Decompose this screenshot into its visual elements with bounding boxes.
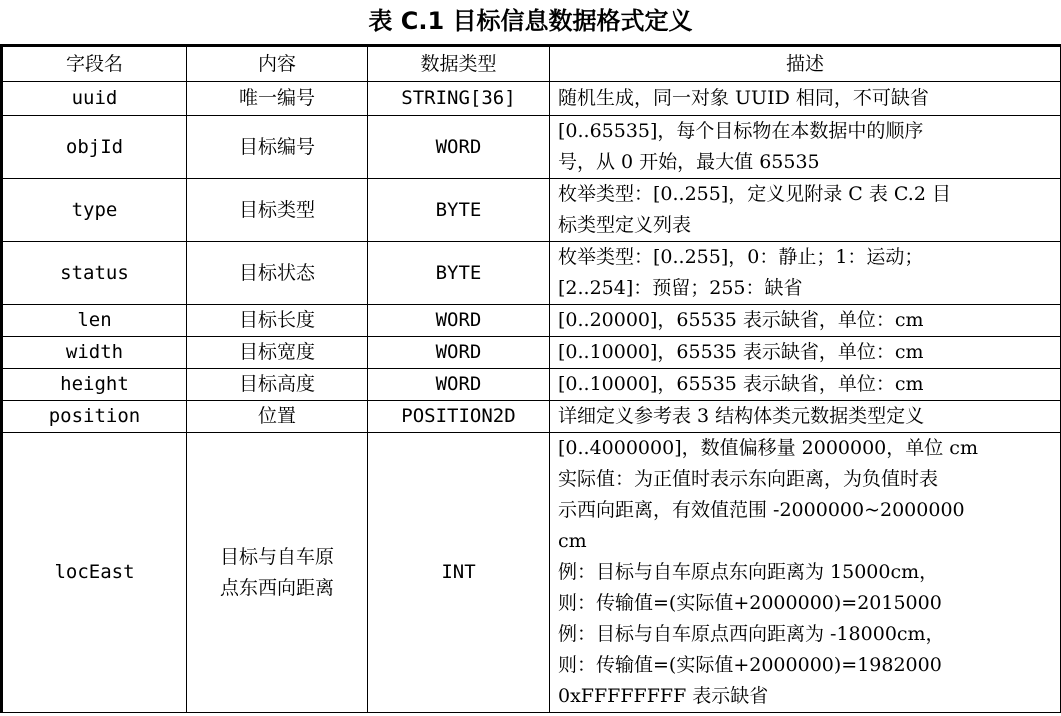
description-line: 0xFFFFFFFF 表示缺省 xyxy=(558,685,769,707)
description-line: [0..4000000]，数值偏移量 2000000，单位 cm xyxy=(558,437,978,459)
description-line: [0..20000]，65535 表示缺省，单位：cm xyxy=(558,309,924,331)
table-row xyxy=(2,337,1061,369)
description-line: 示西向距离，有效值范围 -2000000~2000000 xyxy=(558,499,965,521)
table-row xyxy=(2,179,1061,242)
header-data-type: 数据类型 xyxy=(368,46,550,82)
field-description xyxy=(550,82,1061,116)
field-name: locEast xyxy=(2,433,187,713)
description-line: [2..254]：预留；255：缺省 xyxy=(558,277,803,299)
field-content: 目标宽度 xyxy=(187,337,368,369)
field-description xyxy=(550,337,1061,369)
description-line: [0..10000]，65535 表示缺省，单位：cm xyxy=(558,373,924,395)
field-description xyxy=(550,305,1061,337)
field-type: WORD xyxy=(368,369,550,401)
field-name: type xyxy=(2,179,187,242)
field-type: STRING[36] xyxy=(368,82,550,116)
field-type: WORD xyxy=(368,337,550,369)
table-row xyxy=(2,401,1061,433)
description-line: 实际值：为正值时表示东向距离，为负值时表 xyxy=(558,468,939,490)
description-line: 例：目标与自车原点西向距离为 -18000cm， xyxy=(558,623,945,645)
description-line: 枚举类型：[0..255]，定义见附录 C 表 C.2 目 xyxy=(558,183,951,205)
field-type: BYTE xyxy=(368,179,550,242)
description-line: 详细定义参考表 3 结构体类元数据类型定义 xyxy=(558,405,925,427)
field-type: INT xyxy=(368,433,550,713)
table-row xyxy=(2,369,1061,401)
content-line: 点东西向距离 xyxy=(219,576,334,599)
header-content: 内容 xyxy=(187,46,368,82)
description-line: 枚举类型：[0..255]，0：静止；1：运动； xyxy=(558,246,924,268)
field-content: 目标长度 xyxy=(187,305,368,337)
header-field-name: 字段名 xyxy=(2,46,187,82)
description-line: cm xyxy=(558,530,587,552)
field-name: height xyxy=(2,369,187,401)
field-description xyxy=(550,433,1061,713)
field-name: uuid xyxy=(2,82,187,116)
table-header-row xyxy=(2,46,1061,82)
field-content: 目标高度 xyxy=(187,369,368,401)
field-description xyxy=(550,242,1061,305)
field-type: POSITION2D xyxy=(368,401,550,433)
field-description xyxy=(550,369,1061,401)
field-name: objId xyxy=(2,116,187,179)
field-name: status xyxy=(2,242,187,305)
description-line: 随机生成，同一对象 UUID 相同，不可缺省 xyxy=(558,87,929,109)
description-line: 则：传输值=(实际值+2000000)=2015000 xyxy=(558,592,942,614)
table-row xyxy=(2,242,1061,305)
field-content: 目标类型 xyxy=(187,179,368,242)
field-content: 位置 xyxy=(187,401,368,433)
field-name: position xyxy=(2,401,187,433)
table-row xyxy=(2,82,1061,116)
content-line: 目标与自车原 xyxy=(219,545,334,568)
description-line: [0..10000]，65535 表示缺省，单位：cm xyxy=(558,341,924,363)
description-line: [0..65535]，每个目标物在本数据中的顺序 xyxy=(558,120,924,142)
description-line: 号，从 0 开始，最大值 65535 xyxy=(558,151,820,173)
table-row xyxy=(2,305,1061,337)
field-description xyxy=(550,116,1061,179)
field-content xyxy=(187,433,368,713)
table-row xyxy=(2,433,1061,713)
field-type: BYTE xyxy=(368,242,550,305)
field-type: WORD xyxy=(368,305,550,337)
field-name: width xyxy=(2,337,187,369)
field-type: WORD xyxy=(368,116,550,179)
field-content: 目标状态 xyxy=(187,242,368,305)
field-content: 目标编号 xyxy=(187,116,368,179)
table-row xyxy=(2,116,1061,179)
description-line: 则：传输值=(实际值+2000000)=1982000 xyxy=(558,654,942,676)
field-definition-table xyxy=(0,44,1061,713)
field-description xyxy=(550,179,1061,242)
table-title: 表 C.1 目标信息数据格式定义 xyxy=(368,7,693,35)
description-line: 标类型定义列表 xyxy=(558,214,692,236)
description-line: 例：目标与自车原点东向距离为 15000cm， xyxy=(558,561,939,583)
field-content: 唯一编号 xyxy=(187,82,368,116)
field-description xyxy=(550,401,1061,433)
header-description: 描述 xyxy=(550,46,1061,82)
field-name: len xyxy=(2,305,187,337)
